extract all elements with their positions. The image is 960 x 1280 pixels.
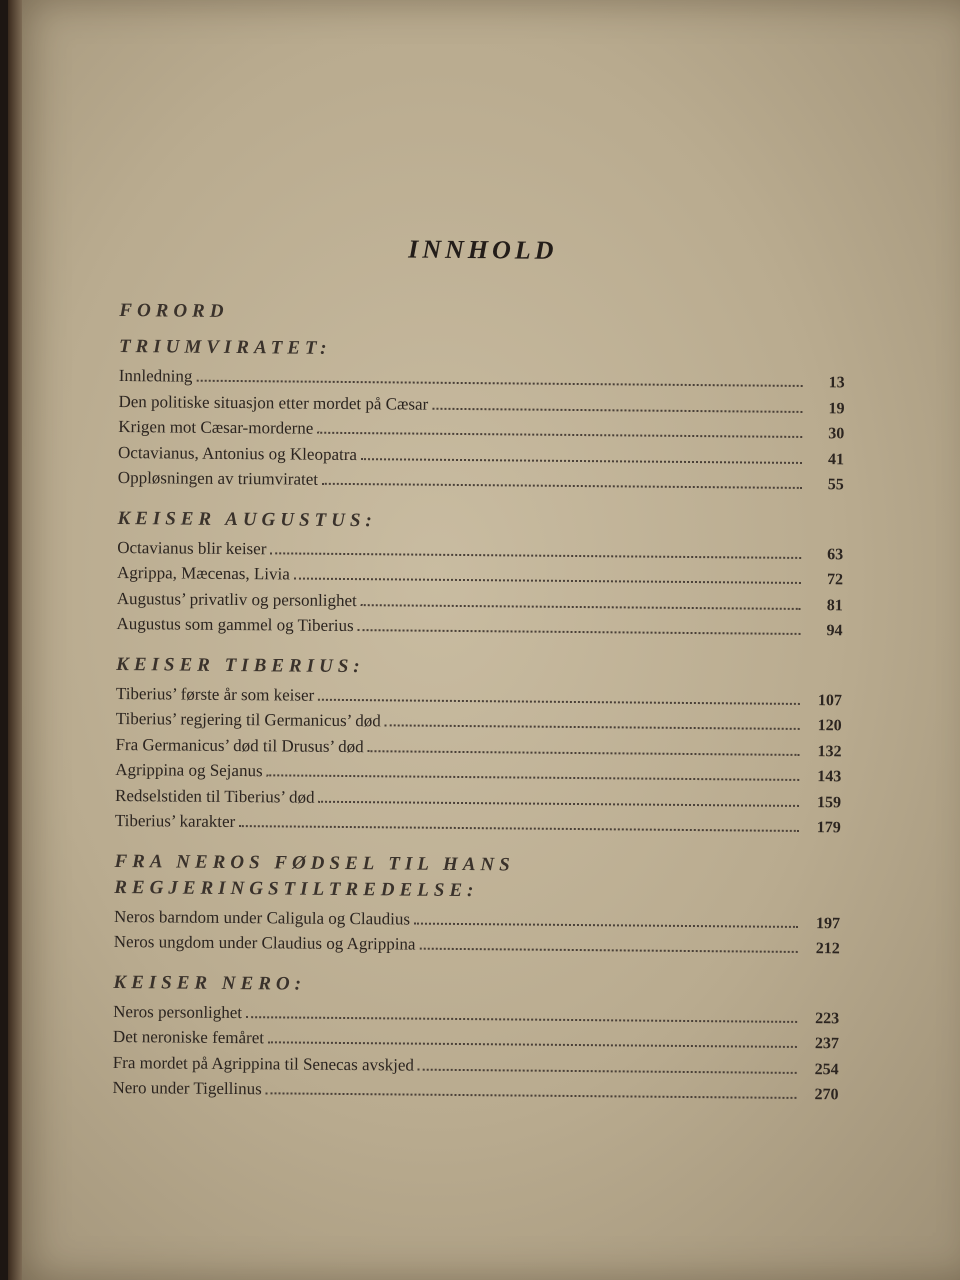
section-heading: KEISER AUGUSTUS: — [117, 507, 377, 531]
toc-section-keiser-nero — [112, 969, 839, 1107]
section-entries — [116, 535, 843, 643]
entry-page-number: 143 — [817, 768, 842, 786]
section-entries — [114, 904, 840, 961]
toc-entry — [116, 612, 842, 644]
entry-title: Agrippina og Sejanus — [115, 759, 263, 781]
section-entries — [118, 364, 845, 498]
section-heading: KEISER TIBERIUS: — [116, 653, 365, 677]
entry-page-number: 107 — [817, 691, 843, 709]
entry-title: Innledning — [118, 365, 193, 386]
dot-leader — [318, 698, 800, 704]
dot-leader — [414, 922, 798, 927]
dot-leader — [267, 774, 800, 781]
entry-page-number: 63 — [827, 545, 844, 563]
entry-page-number: 212 — [815, 940, 840, 958]
entry-title: Tiberius’ første år som keiser — [115, 683, 315, 705]
toc-entry — [112, 1076, 838, 1108]
entry-title: Augustus’ privatliv og personlighet — [116, 588, 357, 610]
entry-title: Nero under Tigellinus — [112, 1077, 262, 1099]
entry-page-number: 72 — [826, 571, 844, 589]
section-heading-continued: REGJERINGSTILTREDELSE: — [114, 876, 479, 901]
entry-title: Krigen mot Cæsar-morderne — [118, 416, 314, 438]
toc-entry — [114, 930, 840, 962]
entry-page-number: 132 — [817, 742, 842, 760]
section-entries — [112, 999, 839, 1107]
entry-page-number: 120 — [817, 717, 842, 735]
dot-leader — [385, 724, 800, 730]
entry-page-number: 81 — [826, 596, 843, 614]
entry-title: Augustus som gammel og Tiberius — [116, 613, 354, 636]
entry-title: Oppløsningen av triumviratet — [117, 467, 319, 489]
dot-leader — [361, 458, 802, 464]
entry-title: Fra mordet på Agrippina til Senecas avskjed — [112, 1052, 415, 1075]
entry-title: Tiberius’ regjering til Germanicus’ død — [115, 708, 381, 731]
dot-leader — [322, 483, 802, 489]
entry-page-number: 179 — [816, 819, 841, 837]
toc-entry — [118, 466, 844, 498]
entry-title: Neros ungdom under Claudius og Agrippina — [113, 931, 416, 954]
entry-title: Det neroniske femåret — [112, 1026, 265, 1048]
section-heading: KEISER NERO: — [113, 971, 307, 995]
entry-page-number: 94 — [826, 622, 843, 640]
entry-page-number: 237 — [814, 1035, 840, 1053]
book-page — [8, 0, 960, 1280]
toc-section-forord — [119, 298, 845, 330]
entry-title: Redselstiden til Tiberius’ død — [115, 785, 315, 807]
entry-page-number: 197 — [815, 914, 841, 932]
toc-section-keiser-augustus — [116, 505, 843, 643]
dot-leader — [358, 629, 801, 635]
entry-page-number: 254 — [814, 1060, 839, 1078]
page-binding-edge — [8, 0, 22, 1280]
section-heading: TRIUMVIRATET: — [118, 335, 332, 359]
section-entries — [115, 681, 842, 840]
entry-title: Den politiske situasjon etter mordet på Cæsar — [118, 391, 429, 414]
dot-leader — [294, 578, 801, 584]
section-heading: FRA NEROS FØDSEL TIL HANS — [114, 850, 515, 875]
entry-title: Fra Germanicus’ død til Drusus’ død — [115, 734, 364, 756]
entry-page-number: 223 — [815, 1009, 840, 1027]
dot-leader — [361, 604, 801, 610]
dot-leader — [246, 1016, 797, 1023]
dot-leader — [419, 948, 797, 953]
dot-leader — [318, 800, 799, 806]
entry-title: Tiberius’ karakter — [114, 810, 236, 832]
toc-section-neros-fodsel — [114, 848, 841, 961]
entry-page-number: 13 — [828, 374, 845, 392]
entry-page-number: 19 — [828, 399, 845, 417]
dot-leader — [418, 1068, 797, 1073]
dot-leader — [432, 407, 802, 412]
entry-page-number: 270 — [814, 1086, 839, 1104]
dot-leader — [317, 432, 802, 438]
entry-title: Octavianus, Antonius og Kleopatra — [117, 442, 358, 464]
entry-page-number: 159 — [816, 793, 842, 811]
entry-page-number: 30 — [828, 425, 845, 443]
dot-leader — [368, 750, 800, 756]
toc-section-triumviratet — [118, 334, 845, 498]
entry-title: Octavianus blir keiser — [117, 537, 267, 558]
entry-page-number: 41 — [827, 450, 845, 468]
dot-leader — [196, 380, 802, 387]
entry-title: Agrippa, Mæcenas, Livia — [116, 562, 290, 584]
entry-page-number: 55 — [827, 476, 844, 494]
entry-title: Neros personlighet — [113, 1001, 243, 1022]
dot-leader — [239, 825, 799, 832]
dot-leader — [266, 1092, 797, 1099]
dot-leader — [270, 552, 801, 559]
toc-entry — [115, 809, 841, 841]
dot-leader — [268, 1041, 797, 1048]
toc-section-keiser-tiberius — [115, 651, 843, 840]
table-of-contents — [112, 232, 846, 1122]
section-heading: FORORD — [119, 299, 229, 322]
toc-title: INNHOLD — [408, 234, 558, 265]
entry-title: Neros barndom under Caligula og Claudius — [113, 906, 411, 929]
